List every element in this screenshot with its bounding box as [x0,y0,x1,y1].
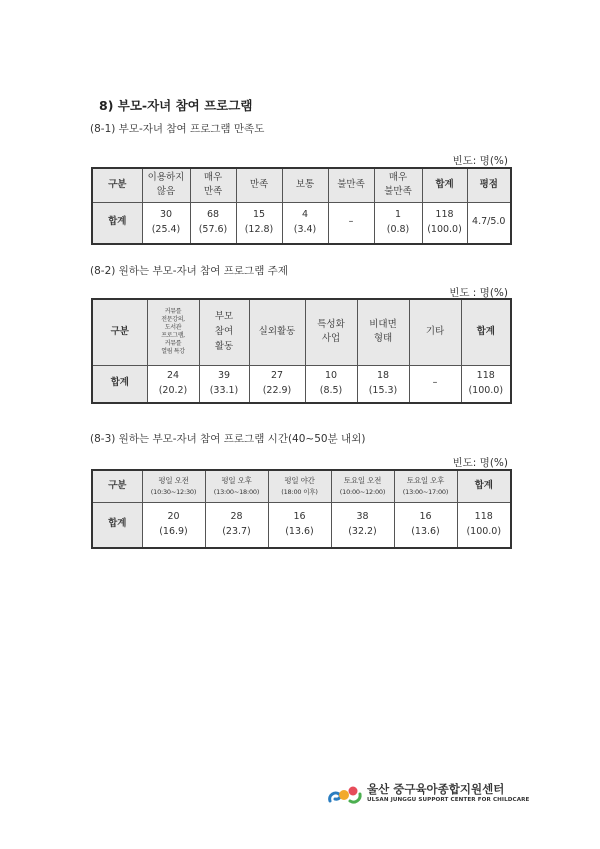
table2-subtitle: (8-2) 원하는 부모-자녀 참여 프로그램 주제 [90,265,288,277]
center-logo-icon [327,781,365,811]
t2-cell-2: 27 (22.9) [249,365,305,403]
table3-subtitle: (8-3) 원하는 부모-자녀 참여 프로그램 시간(40~50분 내외) [90,433,366,445]
t2-header-5: 비대면 형태 [357,299,409,365]
t1-cell-6: 118 (100.0) [422,202,467,244]
t2-cell-6: 118 (100.0) [461,365,511,403]
t1-cell-2: 15 (12.8) [236,202,282,244]
table1-subtitle: (8-1) 부모-자녀 참여 프로그램 만족도 [90,123,265,135]
t3-header-4: 토요일 오전 (10:00~12:00) [331,470,394,502]
t3-header-2: 평일 오후 (13:00~18:00) [205,470,268,502]
time-table [91,469,512,549]
t2-cell-5: – [409,365,461,403]
t2-header-2: 부모 참여 활동 [199,299,249,365]
t3-header-1: 평일 오전 (10:30~12:30) [142,470,205,502]
t2-row-label: 합계 [92,365,147,403]
t2-header-1: 커뮤를 전문강의, 도서관 프로그램, 커뮤를 열림 특강 [147,299,199,365]
t3-cell-2: 16 (13.6) [268,502,331,548]
t3-row-label: 합계 [92,502,142,548]
t1-row-label: 합계 [92,202,142,244]
table1-unit: 빈도: 명(%) [452,155,508,167]
t2-header-4: 특성화 사업 [305,299,357,365]
t1-header-8: 평점 [467,168,511,202]
t3-cell-3: 38 (32.2) [331,502,394,548]
topic-table [91,298,512,404]
section-title: 8) 부모-자녀 참여 프로그램 [99,98,253,113]
t3-cell-0: 20 (16.9) [142,502,205,548]
t2-cell-3: 10 (8.5) [305,365,357,403]
t1-cell-0: 30 (25.4) [142,202,190,244]
t1-cell-3: 4 (3.4) [282,202,328,244]
t1-header-3: 만족 [236,168,282,202]
t1-header-7: 합계 [422,168,467,202]
t2-header-7: 합계 [461,299,511,365]
t2-header-6: 기타 [409,299,461,365]
t3-cell-4: 16 (13.6) [394,502,457,548]
t2-cell-1: 39 (33.1) [199,365,249,403]
t1-header-1: 이용하지 않음 [142,168,190,202]
t3-cell-5: 118 (100.0) [457,502,511,548]
t2-cell-4: 18 (15.3) [357,365,409,403]
t3-header-6: 합계 [457,470,511,502]
table2-unit: 빈도 : 명(%) [449,287,508,299]
t1-cell-5: 1 (0.8) [374,202,422,244]
t1-header-2: 매우 만족 [190,168,236,202]
t1-header-4: 보통 [282,168,328,202]
t2-cell-0: 24 (20.2) [147,365,199,403]
t2-header-0: 구분 [92,299,147,365]
t1-header-5: 불만족 [328,168,374,202]
t3-cell-1: 28 (23.7) [205,502,268,548]
t1-cell-4: – [328,202,374,244]
table3-unit: 빈도: 명(%) [452,457,508,469]
center-name-korean: 울산 중구육아종합지원센터 [367,782,505,796]
t1-cell-1: 68 (57.6) [190,202,236,244]
t1-cell-7: 4.7/5.0 [467,202,511,244]
t3-header-0: 구분 [92,470,142,502]
t3-header-3: 평일 야간 (18:00 이후) [268,470,331,502]
center-name-english: ULSAN JUNGGU SUPPORT CENTER FOR CHILDCARE [367,797,530,803]
t2-header-3: 실외활동 [249,299,305,365]
t3-header-5: 토요일 오후 (13:00~17:00) [394,470,457,502]
satisfaction-table [91,167,512,245]
t1-header-6: 매우 불만족 [374,168,422,202]
t1-header-0: 구분 [92,168,142,202]
